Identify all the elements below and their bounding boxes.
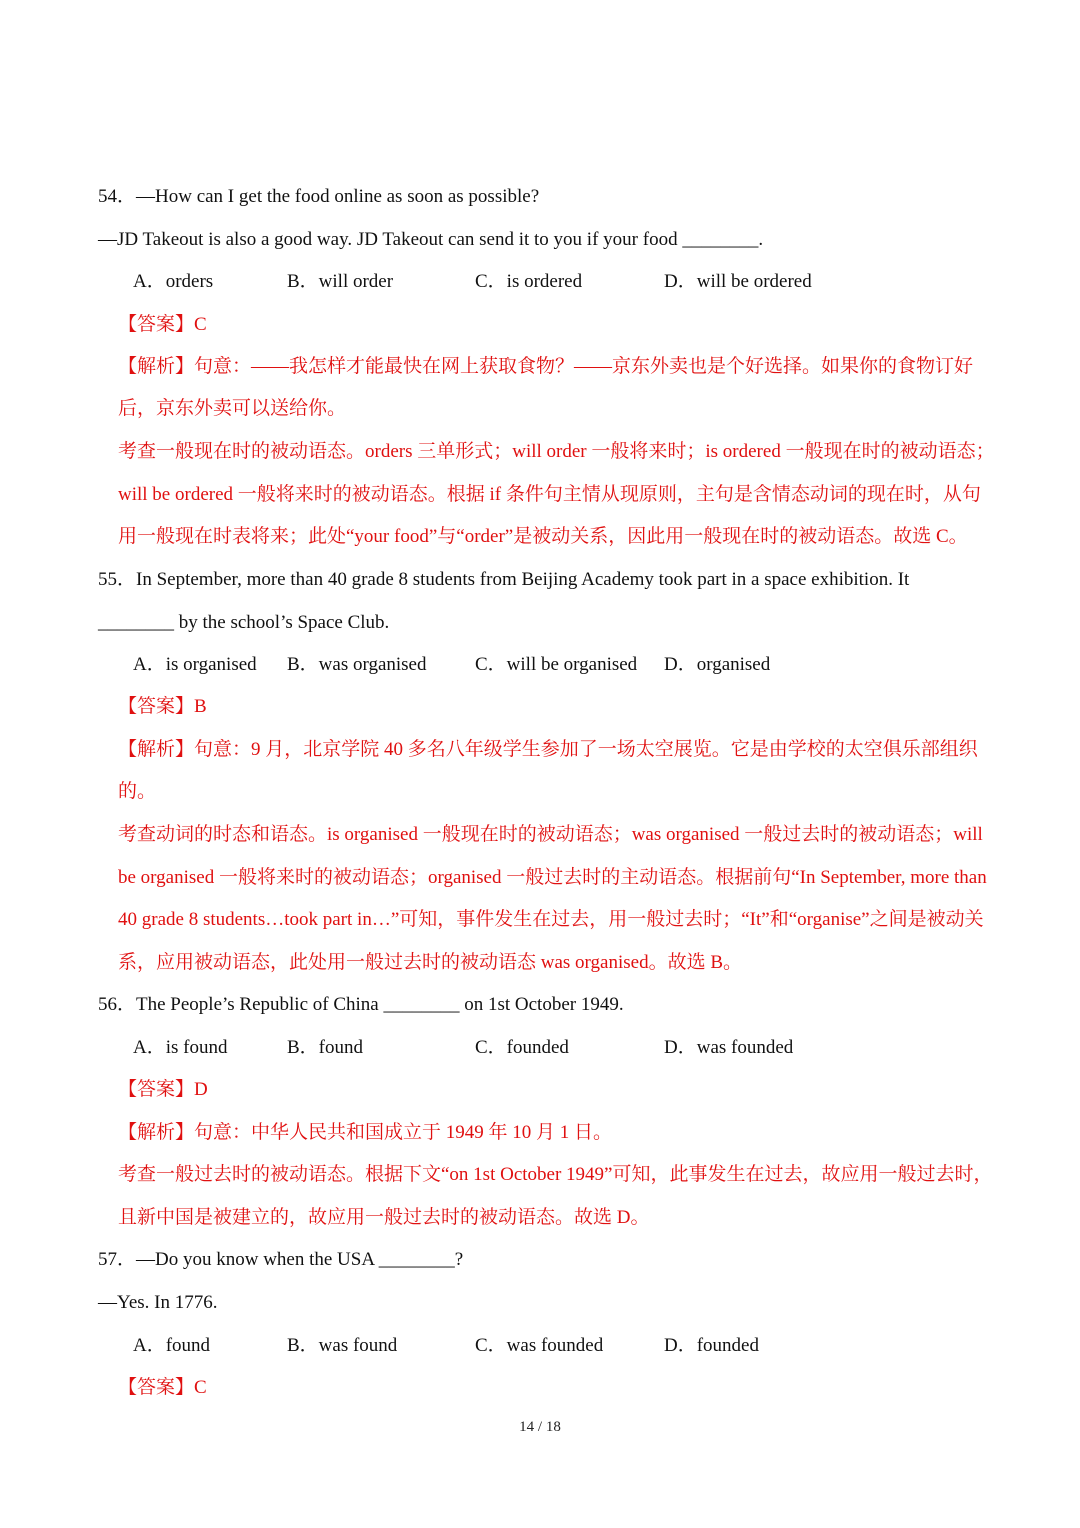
question-57-stem-line-1: 57．—Do you know when the USA ________?	[98, 1249, 464, 1270]
question-56-analysis-line-2: 考查一般过去时的被动语态。根据下文“on 1st October 1949”可知，此事发生在过去，故应用一般过去时，	[118, 1164, 993, 1185]
question-54-stem-line-2: —JD Takeout is also a good way. JD Takeout can send it to you if your food ________.	[98, 229, 764, 250]
question-54-stem-line-1: 54．—How can I get the food online as soon as possible?	[98, 186, 540, 207]
question-54-analysis-line-5: 用一般现在时表将来；此处“your food”与“order”是被动关系，因此用一般现在时的被动语态。故选 C。	[118, 526, 968, 547]
question-54-option-c: C．is ordered	[475, 271, 583, 292]
question-55-stem-line-2: ________ by the school’s Space Club.	[98, 612, 390, 633]
question-55-option-b: B．was organised	[287, 654, 427, 675]
question-55-option-d: D．organised	[664, 654, 771, 675]
question-57-option-a: A．found	[133, 1335, 211, 1356]
question-54-option-b: B．will order	[287, 271, 394, 292]
question-54-analysis-line-1: 【解析】句意：——我怎样才能最快在网上获取食物？——京东外卖也是个好选择。如果你的食物订好	[118, 356, 974, 377]
question-54-analysis-line-3: 考查一般现在时的被动语态。orders 三单形式；will order 一般将来时；is ordered 一般现在时的被动语态；	[118, 441, 995, 462]
question-56-option-b: B．found	[287, 1037, 364, 1058]
question-55-answer: 【答案】B	[118, 696, 207, 717]
question-56-analysis-line-1: 【解析】句意：中华人民共和国成立于 1949 年 10 月 1 日。	[118, 1122, 613, 1143]
question-54-analysis-line-4: will be ordered 一般将来时的被动语态。根据 if 条件句主情从现原则，主句是含情态动词的现在时，从句	[118, 484, 981, 505]
question-56-answer: 【答案】D	[118, 1079, 208, 1100]
question-54-option-a: A．orders	[133, 271, 214, 292]
question-56-option-d: D．was founded	[664, 1037, 794, 1058]
question-55-analysis-line-2: 的。	[118, 781, 157, 802]
question-57-stem-line-2: —Yes. In 1776.	[98, 1292, 218, 1313]
question-56-analysis-line-3: 且新中国是被建立的，故应用一般过去时的被动语态。故选 D。	[118, 1207, 650, 1228]
question-57-option-d: D．founded	[664, 1335, 759, 1356]
question-54-answer: 【答案】C	[118, 314, 207, 335]
question-54-option-d: D．will be ordered	[664, 271, 812, 292]
question-55-analysis-line-3: 考查动词的时态和语态。is organised 一般现在时的被动语态；was organised 一般过去时的被动语态；will	[118, 824, 983, 845]
page-number: 14 / 18	[519, 1419, 561, 1435]
question-56-option-a: A．is found	[133, 1037, 228, 1058]
question-55-option-a: A．is organised	[133, 654, 257, 675]
question-57-answer: 【答案】C	[118, 1377, 207, 1398]
question-55-option-c: C．will be organised	[475, 654, 638, 675]
question-55-analysis-line-1: 【解析】句意：9 月，北京学院 40 多名八年级学生参加了一场太空展览。它是由学校的太空俱乐部组织	[118, 739, 978, 760]
question-55-analysis-line-4: be organised 一般将来时的被动语态；organised 一般过去时的主动语态。根据前句“In September, more than	[118, 867, 987, 888]
question-54-analysis-line-2: 后，京东外卖可以送给你。	[118, 398, 347, 419]
question-55-analysis-line-6: 系，应用被动语态，此处用一般过去时的被动语态 was organised。故选 B。	[118, 952, 742, 973]
question-56-stem-line-1: 56．The People’s Republic of China ________ on 1st October 1949.	[98, 994, 624, 1015]
question-55-analysis-line-5: 40 grade 8 students…took part in…”可知，事件发生在过去，用一般过去时；“It”和“organise”之间是被动关	[118, 909, 984, 930]
question-57-option-c: C．was founded	[475, 1335, 604, 1356]
question-55-stem-line-1: 55．In September, more than 40 grade 8 students from Beijing Academy took part in a space exhibition. It	[98, 569, 910, 590]
question-57-option-b: B．was found	[287, 1335, 398, 1356]
question-56-option-c: C．founded	[475, 1037, 569, 1058]
